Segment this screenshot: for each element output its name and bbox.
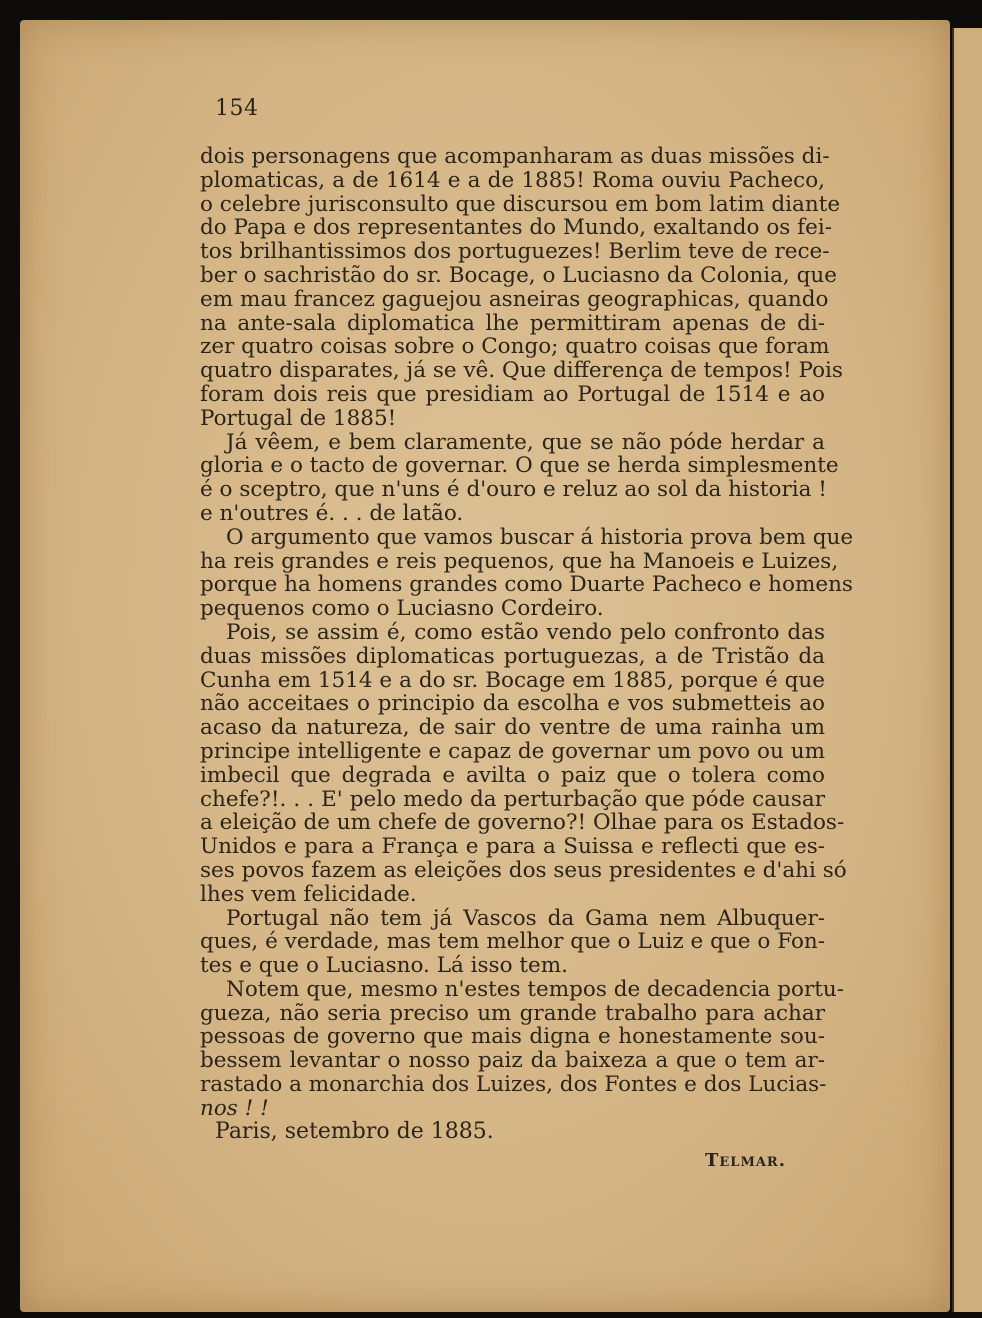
text-line: rastado a monarchia dos Luizes, dos Fontes e dos Lucias- [200,1072,827,1098]
text-line: gueza, não seria preciso um grande trabalho para achar [200,1000,825,1026]
text-line: não acceitaes o principio da escolha e vos submetteis ao [200,691,825,717]
text-line: chefe?!. . . E' pelo medo da perturbação que póde causar [200,786,825,812]
text-line: principe intelligente e capaz de governar um povo ou um [200,738,825,764]
text-line: foram dois reis que presidiam ao Portugal de 1514 e ao [200,381,825,407]
text-line: Unidos e para a França e para a Suissa e reflecti que es- [200,834,825,860]
text-line: o celebre jurisconsulto que discursou em bom latim diante [200,191,841,217]
text-line: zer quatro coisas sobre o Congo; quatro coisas que foram [200,334,830,360]
text-line: a eleição de um chefe de governo?! Olhae para os Estados- [200,810,845,836]
text-line: do Papa e dos representantes do Mundo, exaltando os fei- [200,215,832,241]
text-line: pequenos como o Luciasno Cordeiro. [200,596,604,622]
text-line: acaso da natureza, de sair do ventre de uma rainha um [200,715,825,741]
text-line: lhes vem felicidade. [200,881,417,907]
text-line: e n'outres é. . . de latão. [200,500,464,526]
text-line: Notem que, mesmo n'estes tempos de decadencia portu- [226,976,845,1002]
text-line: Pois, se assim é, como estão vendo pelo confronto das [226,619,825,645]
adjacent-page-edge [952,28,982,1312]
text-line: tos brilhantissimos dos portuguezes! Berlim teve de rece- [200,239,830,265]
text-line: bessem levantar o nosso paiz da baixeza a que o tem ar- [200,1048,825,1074]
text-line: ses povos fazem as eleições dos seus presidentes e d'ahi só [200,857,847,883]
text-line: duas missões diplomaticas portuguezas, a de Tristão da [200,643,825,669]
page-number: 154 [215,96,259,121]
text-line: plomaticas, a de 1614 e a de 1885! Roma ouviu Pacheco, [200,167,825,193]
text-line: Cunha em 1514 e a do sr. Bocage em 1885, porque é que [200,667,825,693]
text-line: Portugal de 1885! [200,405,397,431]
text-line: imbecil que degrada e avilta o paiz que o tolera como [200,762,825,788]
text-line: quatro disparates, já se vê. Que differença de tempos! Pois [200,358,843,384]
text-line: ques, é verdade, mas tem melhor que o Luiz e que o Fon- [200,929,825,955]
text-line: porque ha homens grandes como Duarte Pacheco e homens [200,572,853,598]
text-line: em mau francez gaguejou asneiras geographicas, quando [200,286,829,312]
text-line: nos ! ! [200,1095,269,1121]
text-line: na ante-sala diplomatica lhe permittiram apenas de di- [200,310,825,336]
text-line: dois personagens que acompanharam as duas missões di- [200,144,830,169]
text-line: ber o sachristão do sr. Bocage, o Luciasno da Colonia, que [200,262,837,288]
body-text [200,144,854,1121]
text-line: Portugal não tem já Vascos da Gama nem Albuquer- [226,905,825,931]
signature: Telmar. [705,1150,786,1171]
text-line: gloria e o tacto de governar. O que se herda simplesmente [200,453,839,479]
text-line: O argumento que vamos buscar á historia prova bem que [226,524,854,550]
text-line: é o sceptro, que n'uns é d'ouro e reluz ao sol da historia ! [200,477,827,503]
text-line: pessoas de governo que mais digna e honestamente sou- [200,1024,825,1050]
text-line: tes e que o Luciasno. Lá isso tem. [200,953,568,979]
text-line: ha reis grandes e reis pequenos, que ha Manoeis e Luizes, [200,548,839,574]
place-date: Paris, setembro de 1885. [215,1119,494,1144]
text-line: Já vêem, e bem claramente, que se não póde herdar a [226,429,825,455]
